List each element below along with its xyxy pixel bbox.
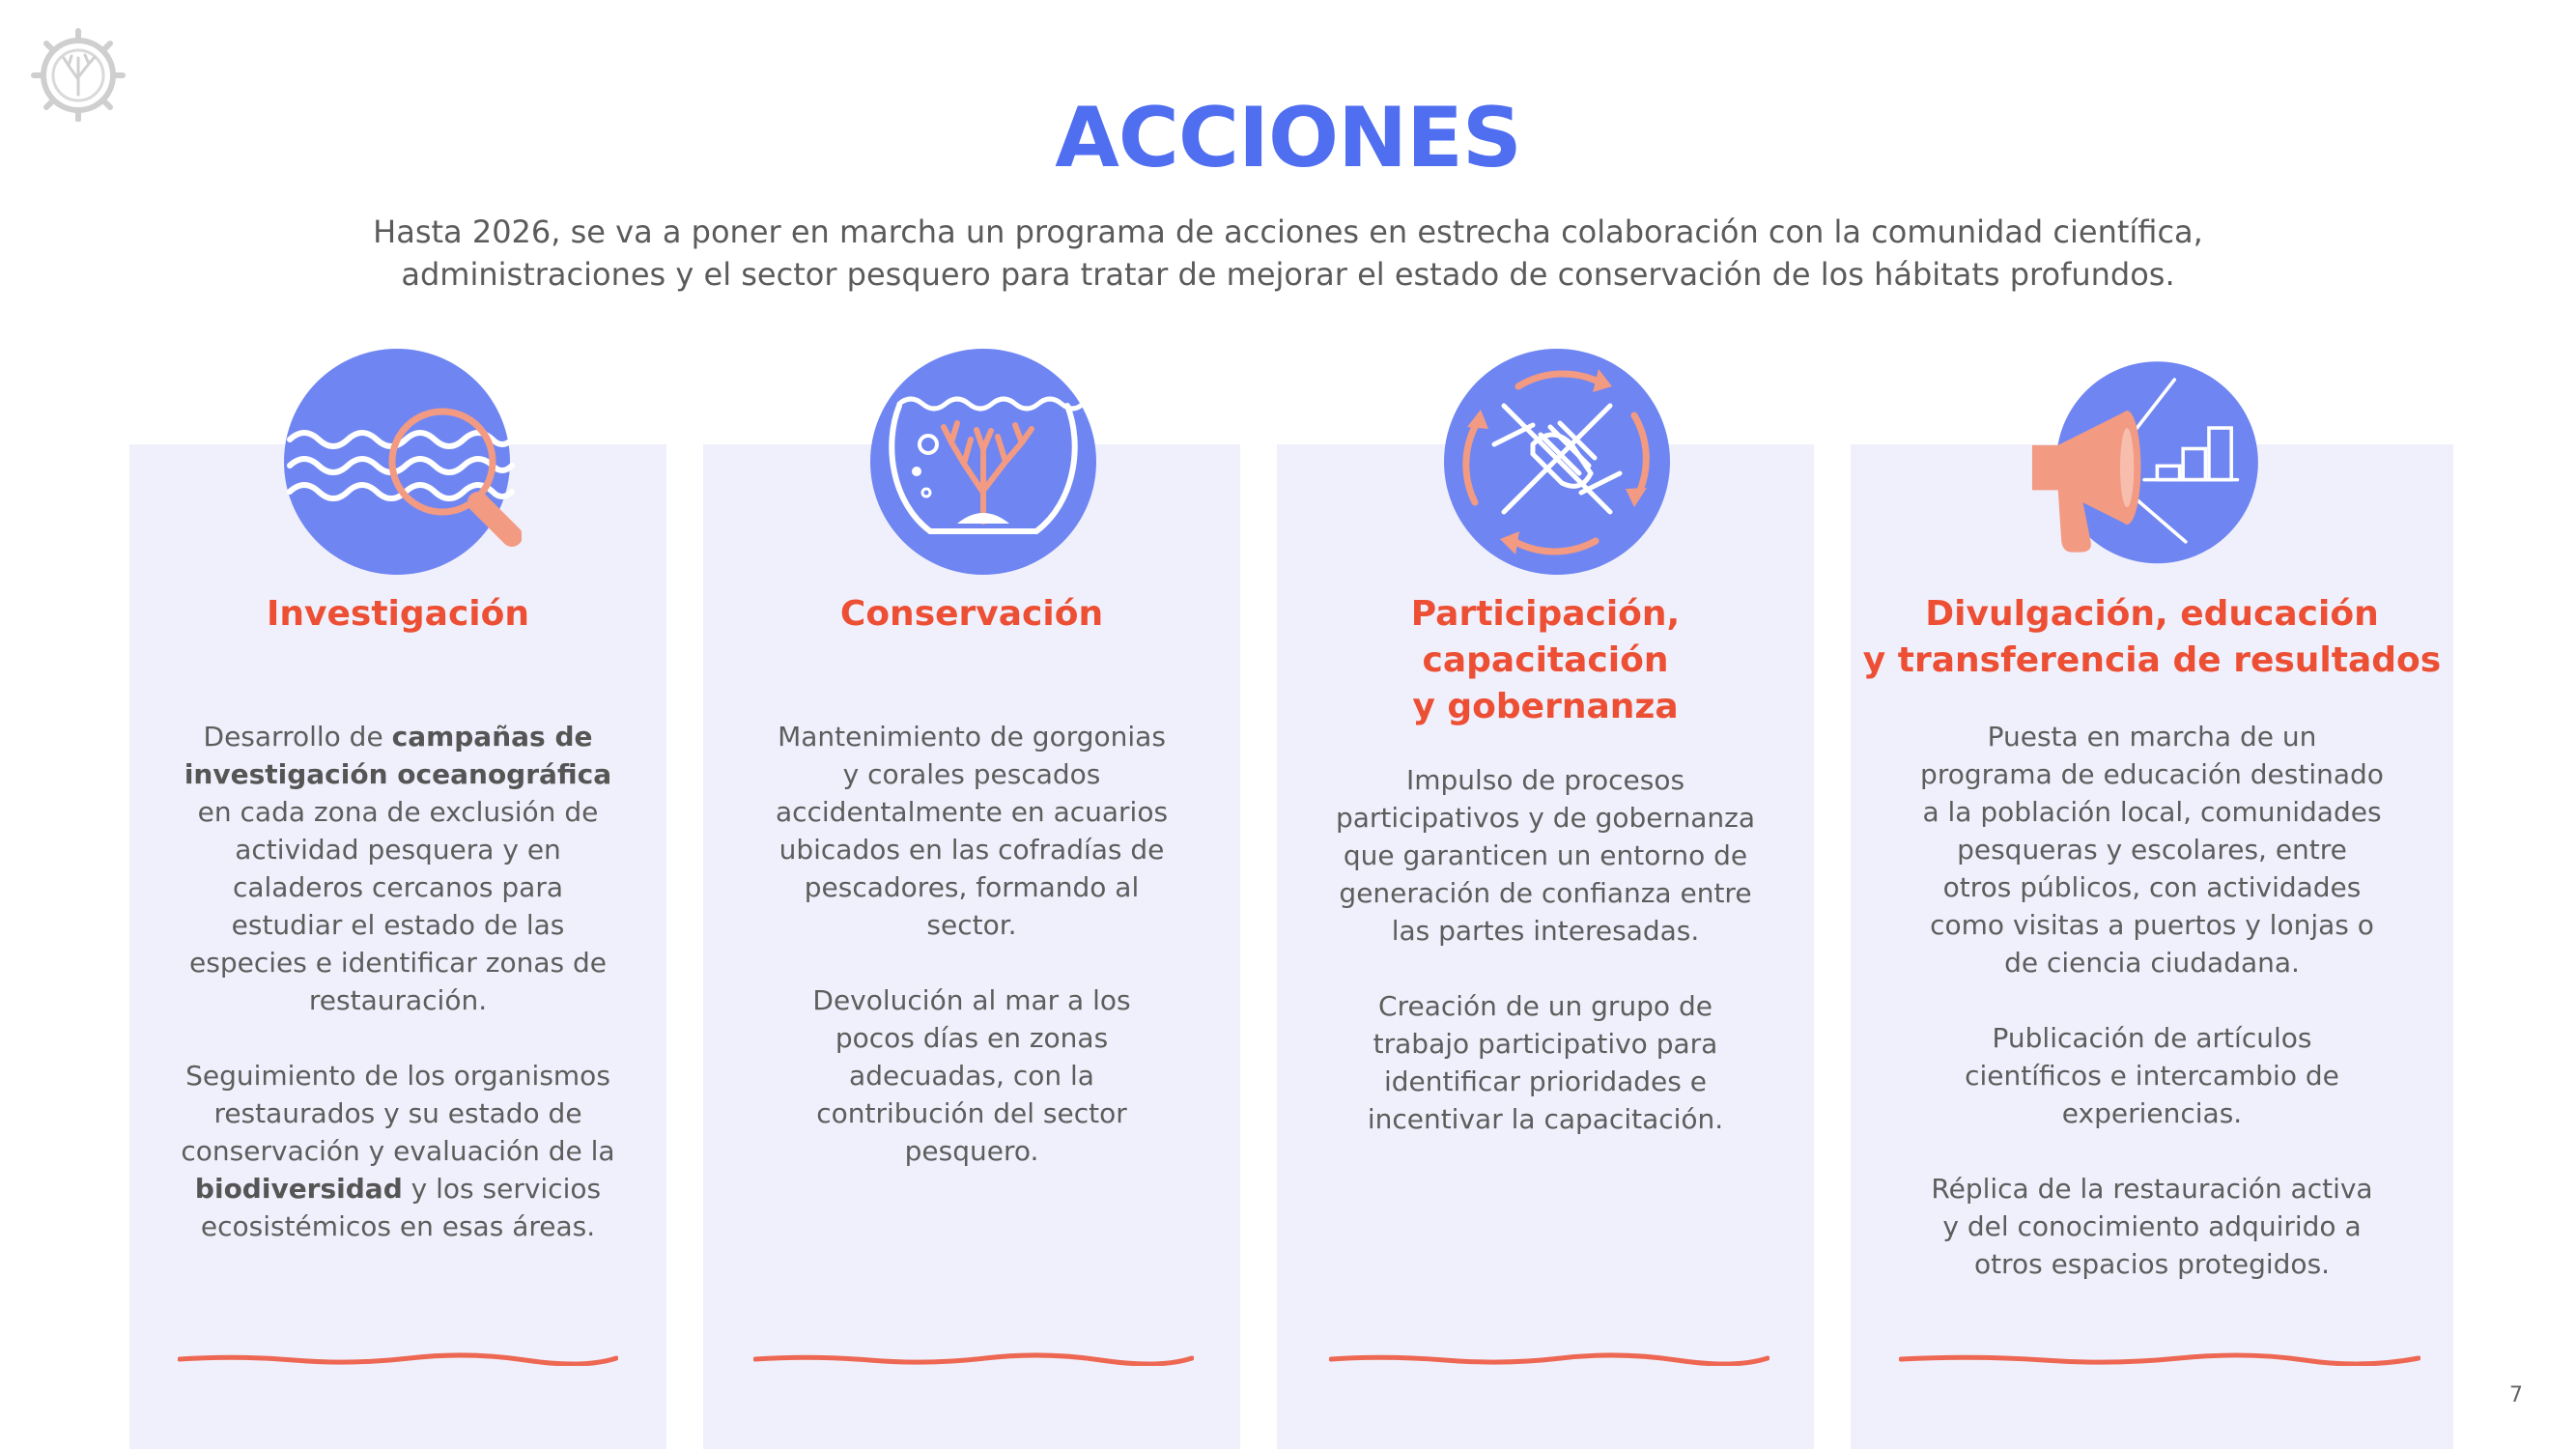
card-divulgacion-body [1920,718,2384,1321]
card-underline [178,1352,618,1366]
page-title: ACCIONES [1055,90,1521,186]
card-paragraph: Puesta en marcha de un programa de educación destinado a la población local, comunidades pesqueras y escolares, entre otros públicos, con actividades como visitas a puertos y lonjas o de ciencia ciudadana. [1920,721,2384,979]
text-span: y los servicios ecosistémicos en esas áreas. [200,1173,602,1242]
card-conservacion-title [703,591,1240,638]
bold-text: biodiversidad [194,1173,403,1205]
card-conservacion-body [773,718,1171,1208]
card-underline [1329,1352,1769,1366]
card-paragraph: Publicación de artículos científicos e intercambio de experiencias. [1965,1022,2339,1129]
intro-line-1: Hasta 2026, se va a poner en marcha un programa de acciones en estrecha colaboración con la comunidad científica, [373,213,2203,250]
card-participacion-title [1277,591,1814,730]
card-divulgacion-title [1851,591,2453,684]
card-investigacion-body [178,718,618,1283]
text-span: Seguimiento de los organismos restaurados y su estado de conservación y evaluación de la [181,1060,615,1167]
magnifier-waves-icon [280,348,522,589]
page-number: 7 [2509,1383,2523,1407]
bold-text: campañas de investigación oceanográfica [184,721,612,790]
intro-text [290,211,2286,296]
card-paragraph: Devolución al mar a los pocos días en zonas adecuadas, con la contribución del sector pesquero. [812,984,1131,1167]
card-title-line: Conservación [839,594,1104,634]
card-paragraph: Impulso de procesos participativos y de gobernanza que garanticen un entorno de generación de confianza entre las partes interesadas. [1335,764,1756,947]
card-investigacion-title [129,591,666,638]
card-paragraph: Creación de un grupo de trabajo participativo para identificar prioridades e incentivar la capacitación. [1367,990,1724,1135]
card-title-line: y gobernanza [1412,687,1679,726]
card-title-line: Divulgación, educación [1925,594,2379,634]
card-underline [1899,1352,2420,1366]
hands-cycle-icon [1436,348,1678,589]
card-paragraph [178,718,618,1019]
megaphone-chart-icon [2024,348,2265,589]
card-paragraph: Mantenimiento de gorgonias y corales pescados accidentalmente en acuarios ubicados en las cofradías de pescadores, formando al sector. [775,721,1169,941]
text-span: en cada zona de exclusión de actividad pesquera y en caladeros cercanos para estudiar el estado de las especies e identificar zonas de restauración. [189,796,607,1016]
card-title-line: capacitación [1422,640,1669,680]
text-span: Desarrollo de [203,721,392,753]
card-participacion-body [1335,761,1756,1176]
card-underline [753,1352,1194,1366]
card-paragraph [178,1057,618,1245]
card-title-line: y transferencia de resultados [1862,640,2442,680]
intro-line-2: administraciones y el sector pesquero para tratar de mejorar el estado de conservación de los hábitats profundos. [401,256,2175,293]
card-title-line: Investigación [267,594,529,634]
card-paragraph: Réplica de la restauración activa y del conocimiento adquirido a otros espacios protegidos. [1931,1173,2373,1280]
card-title-line: Participación, [1410,594,1681,634]
coral-fishbowl-icon [863,348,1104,589]
